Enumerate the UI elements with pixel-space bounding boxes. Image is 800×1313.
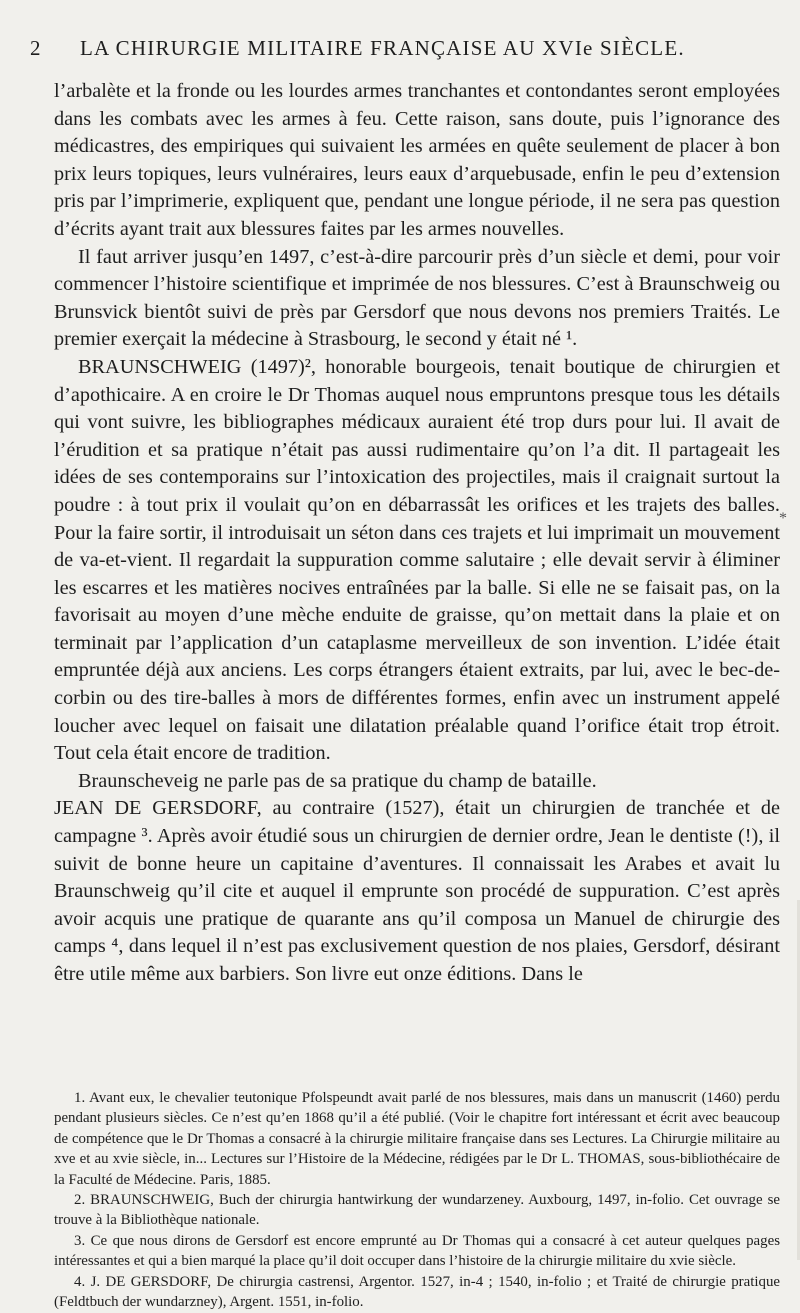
paragraph: Il faut arriver jusqu’en 1497, c’est-à-dire parcourir près d’un siècle et demi, pour voir commencer l’histoire scientifique et imprimée de nos blessures. C’est à Braunschweig ou Brunsvick bientôt suivi de près par Gersdorf que nous devons nos premiers Traités. Le premier exerçait la médecine à Strasbourg, le second y était né ¹. xyxy=(54,245,780,351)
footnote: 4. J. DE GERSDORF, De chirurgia castrensi, Argentor. 1527, in-4 ; 1540, in-folio ; et Traité de chirurgie pratique (Feldtbuch der wundarzney), Argent. 1551, in-folio. xyxy=(54,1273,780,1311)
paragraph: Braunscheveig ne parle pas de sa pratique du champ de bataille. xyxy=(78,769,597,792)
footnote: 1. Avant eux, le chevalier teutonique Pfolspeundt avait parlé de nos blessures, mais dans un manuscrit (1460) perdu pendant plusieurs siècles. Ce n’est qu’en 1868 qu’il a été publié. (Voir le chapitre fort intéressant et écrit avec beaucoup de compétence que le Dr Thomas a consacré à la chirurgie militaire française dans ses Lectures. La Chirurgie militaire au xve et au xvie siècle, in... Lectures sur l’Histoire de la Médecine, rédigées par le Dr L. THOMAS, sous-bibliothécaire de la Faculté de Médecine. Paris, 1885. xyxy=(54,1090,780,1188)
footnotes xyxy=(54,1088,780,1312)
page-number: 2 xyxy=(30,36,42,60)
footnote: 2. BRAUNSCHWEIG, Buch der chirurgia hantwirkung der wundarzeney. Auxbourg, 1497, in-folio. Cet ouvrage se trouve à la Bibliothèque nationale. xyxy=(54,1192,780,1229)
main-text xyxy=(54,78,780,989)
running-header xyxy=(0,36,800,66)
footnote: 3. Ce que nous dirons de Gersdorf est encore emprunté au Dr Thomas qui a consacré à cet auteur quelques pages intéressantes et qui a bien marqué la place qu’il doit occuper dans l’histoire de la chirurgie militaire du xvie siècle. xyxy=(54,1232,780,1270)
margin-asterisk-mark: * xyxy=(779,510,787,527)
paragraph: JEAN DE GERSDORF, au contraire (1527), était un chirurgien de tranchée et de campagne ³. Après avoir étudié sous un chirurgien de dernier ordre, Jean le dentiste (!), il suivit de bonne heure un capitaine d’aventures. Il connaissait les Arabes et avait lu Braunschweig qu’il cite et auquel il emprunte son procédé de suppuration. C’est après avoir acquis une pratique de quarante ans qu’il composa un Manuel de chirurgie des camps ⁴, dans lequel il n’est pas exclusivement question de nos plaies, Gersdorf, désirant être utile même aux barbiers. Son livre eut onze éditions. Dans le xyxy=(54,797,780,985)
paragraph: l’arbalète et la fronde ou les lourdes armes tranchantes et contondantes seront employées dans les combats avec les armes à feu. Cette raison, sans doute, puis l’ignorance des médicastres, des empiriques qui suivaient les armées en quête seulement de placer à bon prix leurs topiques, leurs vulnéraires, leurs eaux d’arquebusade, enfin le peu d’extension pris par l’imprimerie, expliquent que, pendant une longue période, il ne sera pas question d’écrits ayant trait aux blessures faites par les armes nouvelles. xyxy=(54,80,780,240)
running-title: LA CHIRURGIE MILITAIRE FRANÇAISE AU XVIe SIÈCLE. xyxy=(80,36,685,60)
paragraph: BRAUNSCHWEIG (1497)², honorable bourgeois, tenait boutique de chirurgien et d’apothicaire. A en croire le Dr Thomas auquel nous empruntons presque tous les détails qui vont suivre, les bibliographes médicaux auraient été trop durs pour lui. Il avait de l’érudition et sa pratique n’était pas aussi rudimentaire qu’on l’a dit. Il partageait les idées de ses contemporains sur l’intoxication des projectiles, mais il craignait surtout la poudre : à tout prix il voulait qu’on en débarrassât les orifices et les trajets des balles. Pour la faire sortir, il introduisait un séton dans ces trajets et lui imprimait un mouvement de va-et-vient. Il regardait la suppuration comme salutaire ; elle devait servir à éliminer les escarres et les matières nocives entraînées par la balle. Si elle ne se faisait pas, on la favorisait au moyen d’une mèche enduite de graisse, qu’on mettait dans la plaie et on terminait par l’application d’un cataplasme merveilleux de son invention. L’idée était empruntée déjà aux anciens. Les corps étrangers étaient extraits, par lui, avec le bec-de-corbin ou des tire-balles à mors de différentes formes, enfin avec un instrument appelé loucher avec lequel on faisait une dilatation préalable quand l’orifice était trop étroit. Tout cela était encore de tradition. xyxy=(54,355,780,765)
